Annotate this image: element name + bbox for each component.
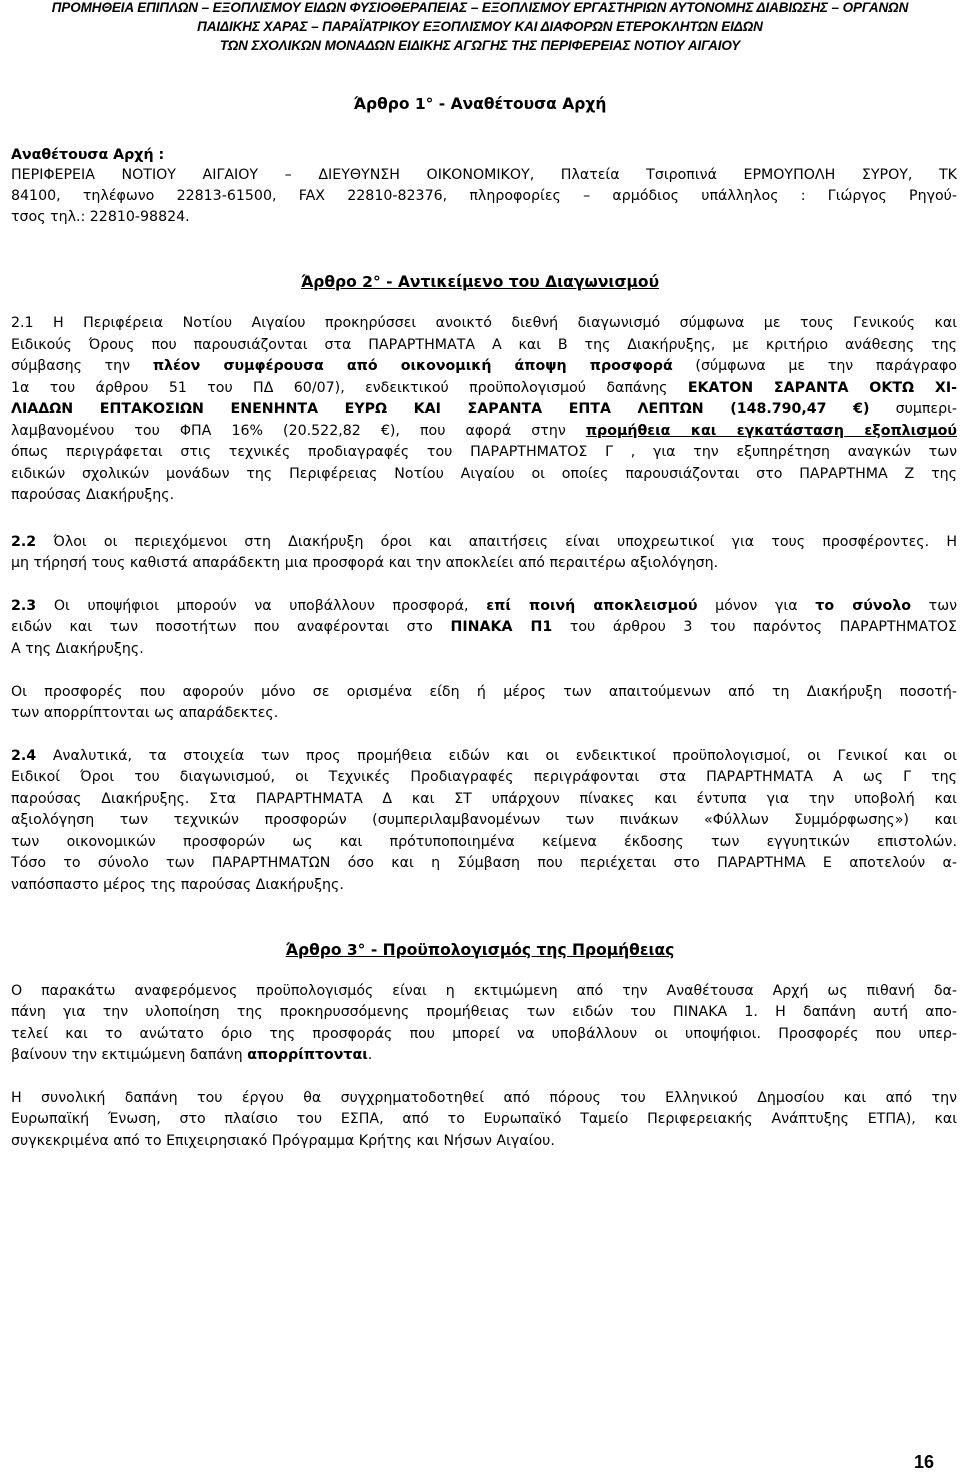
article-1-line: ΠΕΡΙΦΕΡΕΙΑ ΝΟΤΙΟΥ ΑΙΓΑΙΟΥ – ΔΙΕΥΘΥΝΣΗ ΟΙΚΟΝΟΜΙΚΟΥ, Πλατεία Τσιροπινά ΕΡΜΟΥΠΟΛΗ ΣΥΡΟΥ, ΤΚ [11,167,957,183]
paragraph-2-1-line: σύμβασης την πλέον συμφέρουσα από οικονομική άποψη προσφορά (σύμφωνα με την παράγραφο [11,358,957,374]
paragraph-2-4-line: ναπόσπαστο μέρος της παρούσας Διακήρυξης. [11,877,344,893]
paragraph-3-1-line: Ο παρακάτω αναφερόμενος προϋπολογισμός είναι η εκτιμώμενη από την Αναθέτουσα Αρχή ως πιθανή δα- [11,983,957,999]
article-1-line: 84100, τηλέφωνο 22813-61500, FAX 22810-82376, πληροφορίες – αρμόδιος υπάλληλος : Γιώργος Ρηγού- [11,188,957,204]
paragraph-3-2-line: Η συνολική δαπάνη του έργου θα συγχρηματοδοτηθεί από πόρους του Ελληνικού Δημοσίου και από την [11,1090,957,1106]
paragraph-2-3-line: Α της Διακήρυξης. [11,641,144,657]
header-line-1: ΠΡΟΜΗΘΕΙΑ ΕΠΙΠΛΩΝ – ΕΞΟΠΛΙΣΜΟΥ ΕΙΔΩΝ ΦΥΣΙΟΘΕΡΑΠΕΙΑΣ – ΕΞΟΠΛΙΣΜΟΥ ΕΡΓΑΣΤΗΡΙΩΝ ΑΥΤΟΝΟΜΗΣ ΔΙΑΒΙΩΣΗΣ – ΟΡΓΑΝΩΝ [51,0,909,15]
paragraph-2-3-line: ειδών και των ποσοτήτων που αναφέρονται στο ΠΙΝΑΚΑ Π1 του άρθρου 3 του παρόντος ΠΑΡΑΡΤΗΜΑΤΟΣ [11,619,957,635]
article-1-title: Άρθρο 1° - Αναθέτουσα Αρχή [353,95,607,113]
article-3-title: Άρθρο 3° - Προϋπολογισμός της Προμήθειας [285,941,675,959]
contracting-authority-label: Αναθέτουσα Αρχή : [11,147,165,163]
paragraph-2-1-line: ΛΙΑΔΩΝ ΕΠΤΑΚΟΣΙΩΝ ΕΝΕΝΗΝΤΑ ΕΥΡΩ ΚΑΙ ΣΑΡΑΝΤΑ ΕΠΤΑ ΛΕΠΤΩΝ (148.790,47 €) συμπερι- [11,401,957,417]
paragraph-2-1-line: όπως περιγράφεται στις τεχνικές προδιαγραφές του ΠΑΡΑΡΤΗΜΑΤΟΣ Γ , για την εξυπηρέτηση αναγκών των [11,444,957,460]
paragraph-2-1-line: ειδικών σχολικών μονάδων της Περιφέρειας Νοτίου Αιγαίου οι οποίες παρουσιάζονται στο ΠΑΡΑΡΤΗΜΑ Ζ της [11,466,957,482]
paragraph-3-2-line: Ευρωπαϊκή Ένωση, στο πλαίσιο του ΕΣΠΑ, από το Ευρωπαϊκό Ταμείο Περιφερειακής Ανάπτυξης ΕΤΠΑ), και [11,1111,957,1127]
header-line-3: ΤΩΝ ΣΧΟΛΙΚΩΝ ΜΟΝΑΔΩΝ ΕΙΔΙΚΗΣ ΑΓΩΓΗΣ ΤΗΣ ΠΕΡΙΦΕΡΕΙΑΣ ΝΟΤΙΟΥ ΑΙΓΑΙΟΥ [219,38,741,53]
paragraph-2-1-line: 2.1 Η Περιφέρεια Νοτίου Αιγαίου προκηρύσσει ανοικτό διεθνή διαγωνισμό σύμφωνα με τους Γενικούς και [11,315,957,331]
paragraph-2-3b-line: Οι προσφορές που αφορούν μόνο σε ορισμένα είδη ή μέρος των απαιτούμενων από τη Διακήρυξη ποσοτή- [11,684,957,700]
paragraph-2-3-line: 2.3 Οι υποψήφιοι μπορούν να υποβάλλουν προσφορά, επί ποινή αποκλεισμού μόνον για το σύνολο των [11,598,958,614]
paragraph-2-4-line: παρούσας Διακήρυξης. Στα ΠΑΡΑΡΤΗΜΑΤΑ Δ και ΣΤ υπάρχουν πίνακες και έντυπα για την υποβολή και [11,791,957,807]
paragraph-2-1-line: Ειδικούς Όρους που παρουσιάζονται στα ΠΑΡΑΡΤΗΜΑΤΑ Α και Β της Διακήρυξης, με κριτήριο ανάθεσης της [11,337,957,353]
paragraph-3-1-line: πάνη για την υλοποίηση της προκηρυσσόμενης προμήθειας των ειδών του ΠΙΝΑΚΑ 1. Η δαπάνη αυτή απο- [11,1004,957,1020]
paragraph-2-4-line: 2.4 Αναλυτικά, τα στοιχεία των προς προμήθεια ειδών και οι ενδεικτικοί προϋπολογισμοί, οι Γενικοί και οι [11,748,957,764]
paragraph-3-2-line: συγκεκριμένα από το Επιχειρησιακό Πρόγραμμα Κρήτης και Νήσων Αιγαίου. [11,1133,555,1149]
page-number: 16 [913,1452,934,1472]
header-line-2: ΠΑΙΔΙΚΗΣ ΧΑΡΑΣ – ΠΑΡΑΪΑΤΡΙΚΟΥ ΕΞΟΠΛΙΣΜΟΥ ΚΑΙ ΔΙΑΦΟΡΩΝ ΕΤΕΡΟΚΛΗΤΩΝ ΕΙΔΩΝ [197,19,763,34]
paragraph-3-1-line: τελεί και το ανώτατο όριο της προσφοράς που μπορεί να υποβάλλουν οι υποψήφιοι. Προσφορές που υπερ- [11,1026,957,1042]
article-1-line: τσος τηλ.: 22810-98824. [11,209,190,225]
paragraph-2-1-line: παρούσας Διακήρυξης. [11,487,175,503]
paragraph-2-1-line: λαμβανομένου του ΦΠΑ 16% (20.522,82 €), που αφορά στην προμήθεια και εγκατάσταση εξοπλισμού [11,423,957,439]
paragraph-2-4-line: των οικονομικών προσφορών ως και πρότυποποιημένα κείμενα έκδοσης των εγγυητικών επιστολών. [11,834,957,850]
paragraph-2-4-line: Ειδικοί Όροι του διαγωνισμού, οι Τεχνικές Προδιαγραφές περιγράφονται στα ΠΑΡΑΡΤΗΜΑΤΑ Α ως Γ της [11,769,957,785]
paragraph-2-4-line: αξιολόγηση των τεχνικών προσφορών (συμπεριλαμβανομένων των πινάκων «Φύλλων Συμμόρφωσης») και [11,812,957,828]
paragraph-2-3b-line: των απορρίπτονται ως απαράδεκτες. [11,705,279,721]
article-2-title: Άρθρο 2° - Αντικείμενο του Διαγωνισμού [300,273,660,291]
paragraph-2-1-line: 1α του άρθρου 51 του ΠΔ 60/07), ενδεικτικού προϋπολογισμού δαπάνης ΕΚΑΤΟΝ ΣΑΡΑΝΤΑ ΟΚΤΩ ΧΙ- [11,380,957,396]
paragraph-3-1-line: βαίνουν την εκτιμώμενη δαπάνη απορρίπτονται. [11,1047,373,1063]
paragraph-2-2-line: 2.2 Όλοι οι περιεχόμενοι στη Διακήρυξη όροι και απαιτήσεις είναι υποχρεωτικοί για τους προσφέροντες. Η [11,534,957,550]
paragraph-2-2-line: μη τήρησή τους καθιστά απαράδεκτη μια προσφορά και την αποκλείει από περαιτέρω αξιολόγηση. [11,555,719,571]
paragraph-2-4-line: Τόσο το σύνολο των ΠΑΡΑΡΤΗΜΑΤΩΝ όσο και η Σύμβαση που περιέχεται στο ΠΑΡΑΡΤΗΜΑ Ε αποτελούν α- [11,855,957,871]
